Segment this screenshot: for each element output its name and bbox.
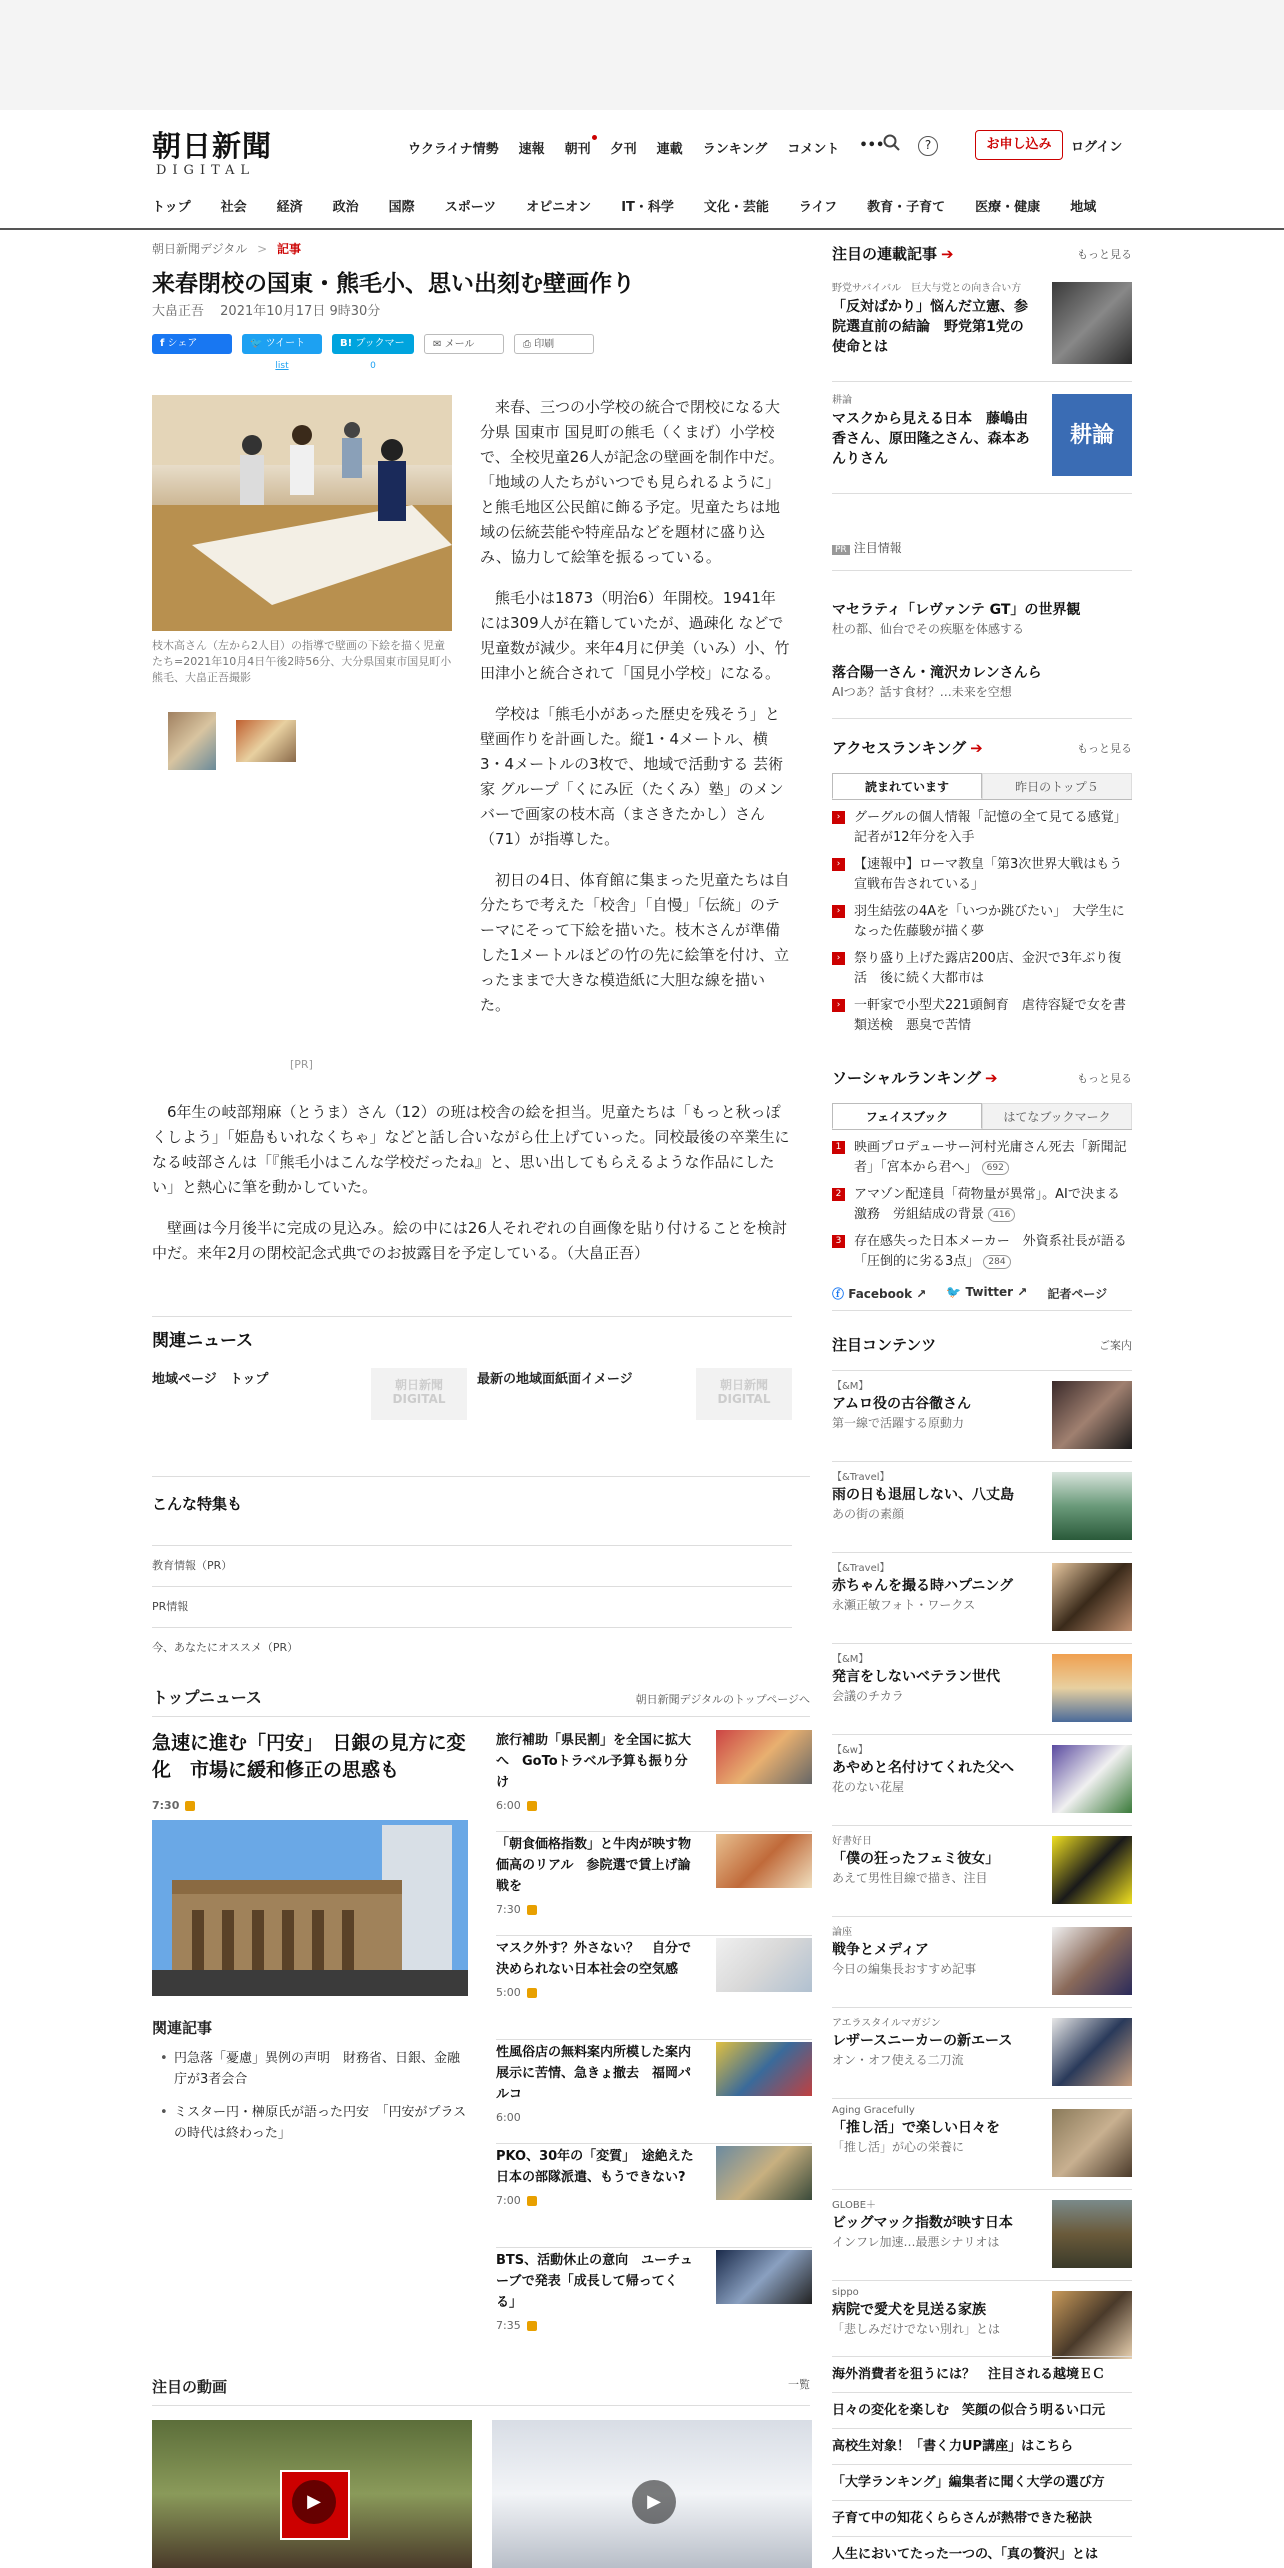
- login-link[interactable]: ログイン: [1071, 140, 1123, 155]
- cat-opinion[interactable]: オピニオン: [526, 200, 592, 215]
- serials-title: 注目の連載記事: [832, 245, 938, 263]
- breadcrumb: [152, 240, 301, 257]
- promo-link[interactable]: 高校生対象！「書く力UP講座」はこちら: [832, 2428, 1132, 2464]
- play-icon[interactable]: ▶: [292, 2480, 336, 2524]
- twitter-icon: 🐦: [946, 1285, 962, 1299]
- article-body-column: [480, 395, 790, 1034]
- tab-facebook[interactable]: フェイスブック: [832, 1103, 982, 1129]
- content-thumbnail: [1052, 2018, 1132, 2086]
- site-logo[interactable]: [152, 124, 282, 178]
- top-news-link[interactable]: 朝日新聞デジタルのトップページへ: [635, 1693, 810, 1706]
- cat-region[interactable]: 地域: [1070, 200, 1097, 215]
- mail-icon: ✉: [433, 339, 442, 350]
- pr-label: [PR]: [290, 1058, 313, 1071]
- contents-list: [832, 1370, 1132, 2371]
- cat-politics[interactable]: 政治: [332, 200, 359, 215]
- asahi-logo-placeholder: 朝日新聞 DIGITAL: [696, 1368, 792, 1420]
- author-name[interactable]: 大畠正吾: [152, 304, 205, 319]
- photo-caption: 枝木高さん（左から2人目）の指導で壁画の下絵を描く児童たち=2021年10月4日午後2時56分、大分県国東市国見町小熊毛、大畠正吾撮影: [152, 639, 452, 684]
- tab-hatena[interactable]: はてなブックマーク: [982, 1103, 1132, 1129]
- news-thumbnail: [716, 2042, 812, 2096]
- share-count-badge: 284: [983, 1255, 1010, 1269]
- cat-education[interactable]: 教育・子育て: [867, 200, 946, 215]
- lock-icon: [527, 1988, 537, 1998]
- nav-evening[interactable]: 夕刊: [610, 142, 637, 157]
- cat-sports[interactable]: スポーツ: [444, 200, 497, 215]
- hatena-bookmark-button[interactable]: B! ブックマーク 0: [332, 334, 414, 354]
- related-news-item[interactable]: 最新の地域面紙面イメージ 朝日新聞 DIGITAL: [477, 1368, 792, 1420]
- guide-link[interactable]: ご案内: [1099, 1338, 1132, 1352]
- news-thumbnail: [716, 2250, 812, 2304]
- divider: [152, 1316, 792, 1317]
- hatena-icon: B!: [340, 338, 353, 349]
- nav-morning[interactable]: 朝刊: [565, 138, 591, 157]
- serials-header: [832, 243, 1132, 264]
- news-thumbnail: [716, 1730, 812, 1784]
- nav-serials[interactable]: 連載: [656, 142, 683, 157]
- lock-icon: [527, 1905, 537, 1915]
- article-body-full: [152, 1100, 792, 1282]
- ranking-item[interactable]: › 祭り盛り上げた露店200店、金沢で3年ぶり復活 後に続く大都市は: [832, 949, 1132, 989]
- ranking-item[interactable]: › 【速報中】ローマ教皇「第3次世界大戦はもう宣戦布告されている」: [832, 855, 1132, 895]
- breadcrumb-current[interactable]: 記事: [277, 242, 302, 256]
- breadcrumb-home[interactable]: 朝日新聞デジタル: [152, 242, 248, 256]
- access-ranking-list: [832, 808, 1132, 1043]
- ranking-item[interactable]: 1 映画プロデューサー河村光庸さん死去「新聞記者」「宮本から君へ」 692: [832, 1138, 1132, 1178]
- rank-number: 3: [832, 1235, 845, 1248]
- content-item[interactable]: 【&Travel】 赤ちゃんを撮る時ハプニング 永瀬正敏フォト・ワークス: [832, 1552, 1132, 1643]
- feature-item[interactable]: 教育情報（PR）: [152, 1545, 792, 1586]
- facebook-share-button[interactable]: f シェア: [152, 334, 232, 354]
- related-article-link[interactable]: • ミスター円・榊原氏が語った円安 「円安がプラスの時代は終わった」: [160, 2102, 470, 2144]
- breadcrumb-separator: >: [257, 242, 268, 256]
- content-thumbnail: [1052, 2291, 1132, 2359]
- ranking-item[interactable]: › 羽生結弦の4Aを「いつか跳びたい」 大学生になった佐藤駿が描く夢: [832, 902, 1132, 942]
- cat-it-science[interactable]: IT・科学: [621, 200, 674, 215]
- promo-link[interactable]: 子育て中の知花くららさんが熱帯できた秘訣: [832, 2500, 1132, 2536]
- features-list: [152, 1545, 792, 1668]
- thumbnail-1[interactable]: [168, 712, 216, 770]
- social-ranking-header: [832, 1067, 1132, 1088]
- serial-thumbnail: [1052, 282, 1132, 364]
- divider: [832, 1310, 1132, 1311]
- cat-life[interactable]: ライフ: [798, 200, 838, 215]
- attention-info: PR 注目情報: [832, 539, 1132, 571]
- more-link[interactable]: もっと見る: [1077, 741, 1132, 755]
- paragraph: 壁画は今月後半に完成の見込み。絵の中には26人それぞれの自画像を貼り付けることを検討中だ。来年2月の閉校記念式典でのお披露目を予定している。（大畠正吾）: [152, 1219, 787, 1262]
- thumbnail-2[interactable]: [236, 720, 296, 762]
- content-item[interactable]: Aging Gracefully 「推し活」で楽しい日々を 「推し活」が心の栄養に: [832, 2098, 1132, 2189]
- content-thumbnail: [1052, 2200, 1132, 2268]
- content-thumbnail: [1052, 1472, 1132, 1540]
- cat-economy[interactable]: 経済: [276, 200, 303, 215]
- news-item[interactable]: 性風俗店の無料案内所模した案内展示に苦情、急きょ撤去 福岡パルコ 6:00: [496, 2040, 812, 2144]
- byline: [152, 300, 380, 319]
- news-item[interactable]: マスク外す？外さない？ 自分で決められない日本社会の空気感 5:00: [496, 1936, 812, 2040]
- lead-headline[interactable]: 急速に進む「円安」 日銀の見方に変化 市場に緩和修正の思惑も 7:30: [152, 1732, 466, 1812]
- print-button[interactable]: ⎙ 印刷: [514, 334, 594, 354]
- ranking-item[interactable]: 2 アマゾン配達員「荷物量が異常」。AIで決まる激務 労組結成の背景 416: [832, 1185, 1132, 1225]
- news-thumbnail: [716, 1938, 812, 1992]
- article-photo[interactable]: [152, 395, 452, 631]
- lock-icon: [185, 1801, 195, 1811]
- news-thumbnail: [716, 2146, 812, 2200]
- videos-title: 注目の動画: [152, 2378, 228, 2396]
- feature-item[interactable]: PR情報: [152, 1586, 792, 1627]
- share-bar: [152, 334, 594, 371]
- news-item[interactable]: BTS、活動休止の意向 ユーチューブで発表「成長して帰ってくる」 7:35: [496, 2248, 812, 2352]
- ranking-marker-icon: ›: [832, 952, 845, 965]
- ranking-marker-icon: ›: [832, 999, 845, 1012]
- news-item[interactable]: 旅行補助「県民割」を全国に拡大へ GoToトラベル予算も振り分け 6:00: [496, 1728, 812, 1832]
- ranking-item[interactable]: › 一軒家で小型犬221頭飼育 虐待容疑で女を書類送検 悪臭で苦情: [832, 996, 1132, 1036]
- content-thumbnail: [1052, 1745, 1132, 1813]
- content-item[interactable]: アエラスタイルマガジン レザースニーカーの新エース オン・オフ使える二刀流: [832, 2007, 1132, 2098]
- arrow-right-icon: ➔: [984, 1069, 998, 1087]
- paragraph: 熊毛小は1873（明治6）年開校。1941年には309人が在籍していたが、過疎化 などで児童数が減少。来年4月に伊美（いみ）小、竹田津小と統合されて「国見小学校」になる。: [480, 589, 790, 682]
- reporter-page-link[interactable]: 記者ページ: [1047, 1287, 1108, 1301]
- twitter-count[interactable]: list: [275, 361, 289, 371]
- arrow-right-icon: ➔: [970, 739, 983, 757]
- site-header: [0, 110, 1284, 230]
- logo-sub: DIGITAL: [156, 163, 256, 178]
- contents-header: [832, 1334, 1132, 1355]
- ranking-marker-icon: ›: [832, 905, 845, 918]
- kouron-logo: 耕論: [1052, 394, 1132, 476]
- related-articles-list: [160, 2048, 470, 2156]
- top-news-list: [496, 1728, 812, 2352]
- lock-icon: [527, 1801, 537, 1811]
- help-icon[interactable]: ?: [918, 136, 938, 156]
- video-thumbnail[interactable]: [492, 2420, 812, 2568]
- lead-time: 7:30: [152, 1799, 180, 1812]
- more-icon[interactable]: •••: [859, 138, 885, 153]
- more-link[interactable]: もっと見る: [1077, 1071, 1132, 1085]
- promo-link[interactable]: 海外消費者を狙うには？ 注目される越境ＥＣ: [832, 2356, 1132, 2392]
- content-item[interactable]: 【&w】 あやめと名付けてくれた父へ 花のない花屋: [832, 1734, 1132, 1825]
- features-title: こんな特集も: [152, 1495, 243, 1513]
- related-article-link[interactable]: • 円急落「憂慮」異例の声明 財務省、日銀、金融庁が3者会合: [160, 2048, 470, 2090]
- twitter-icon: 🐦: [250, 338, 263, 349]
- top-ad-space: [0, 0, 1284, 110]
- logo-main: 朝日新聞: [152, 129, 273, 163]
- tab-yesterday-top5[interactable]: 昨日のトップ５: [982, 773, 1132, 799]
- ranking-marker-icon: ›: [832, 858, 845, 871]
- content-item[interactable]: sippo 病院で愛犬を見送る家族 「悲しみだけでない別れ」とは: [832, 2280, 1132, 2371]
- printer-icon: ⎙: [523, 339, 531, 350]
- more-link[interactable]: もっと見る: [1077, 247, 1132, 261]
- contents-title: 注目コンテンツ: [832, 1336, 937, 1354]
- news-item[interactable]: PKO、30年の「変質」 途絶えた日本の部隊派遣、もうできない? 7:00: [496, 2144, 812, 2248]
- serial-item[interactable]: 野党サバイバル 巨大与党との向き合い方 「反対ばかり」悩んだ立憲、参院選直前の結論 野党第1党の使命とは: [832, 282, 1132, 382]
- access-ranking-header: [832, 737, 1132, 758]
- article-title: 来春閉校の国東・熊毛小、思い出刻む壁画作り: [152, 271, 635, 297]
- promo-link-list: [832, 2356, 1132, 2568]
- subscribe-button[interactable]: お申し込み: [975, 130, 1063, 160]
- facebook-icon: ⓕ: [832, 1287, 845, 1301]
- content-thumbnail: [1052, 1381, 1132, 1449]
- paragraph: 学校は「熊毛小があった歴史を残そう」と壁画作りを計画した。縦1・4メートル、横3・4メートルの3枚で、地域で活動する 芸術家 グループ「くにみ匠（たくみ）塾」のメンバーで画家の枝木高（まさきたかし）さん（71）が指導した。: [480, 705, 784, 848]
- cat-society[interactable]: 社会: [220, 200, 247, 215]
- related-news-item[interactable]: 地域ページ トップ 朝日新聞 DIGITAL: [152, 1368, 467, 1420]
- facebook-icon: f: [160, 338, 165, 349]
- promo-link[interactable]: 日々の変化を楽しむ 笑顔の似合う明るい口元: [832, 2392, 1132, 2428]
- social-ranking-tabs: [832, 1103, 1132, 1130]
- nav-comment[interactable]: コメント: [787, 142, 840, 157]
- content-item[interactable]: 好書好日 「僕の狂ったフェミ彼女」 あえて男性目線で描き、注目: [832, 1825, 1132, 1916]
- content-item[interactable]: 【&M】 アムロ役の古谷徹さん 第一線で活躍する原動力: [832, 1370, 1132, 1461]
- videos-list-link[interactable]: 一覧: [788, 2378, 810, 2391]
- paragraph: 6年生の岐部翔麻（とうま）さん（12）の班は校舎の絵を担当。児童たちは「もっと秋っぽくしよう」「姫島もいれなくちゃ」などと話し合いながら仕上げていった。同校最後の卒業生になる岐部さんは「『熊毛小はこんな学校だったね』と、思い出してもらえるような作品にしたい」と熱心に筆を動かしていた。: [152, 1103, 790, 1196]
- videos-header: [152, 2376, 810, 2406]
- arrow-right-icon: ➔: [941, 245, 954, 263]
- top-nav: [408, 138, 904, 157]
- header-icons: [880, 134, 938, 158]
- cat-medical[interactable]: 医療・健康: [975, 200, 1041, 215]
- article-date: 2021年10月17日 9時30分: [220, 304, 381, 319]
- cat-top[interactable]: トップ: [152, 200, 191, 215]
- video-thumbnail[interactable]: [152, 2420, 472, 2568]
- content-thumbnail: [1052, 2109, 1132, 2177]
- cat-culture[interactable]: 文化・芸能: [703, 200, 769, 215]
- nav-ranking[interactable]: ランキング: [702, 142, 768, 157]
- social-ranking-title: ソーシャルランキング: [832, 1069, 981, 1087]
- mail-button[interactable]: ✉ メール: [424, 334, 504, 354]
- ranking-marker-icon: ›: [832, 811, 845, 824]
- lock-icon: [527, 2196, 537, 2206]
- top-news-header: [152, 1685, 810, 1717]
- access-ranking-title: アクセスランキング: [832, 739, 967, 757]
- search-icon[interactable]: [880, 134, 904, 158]
- lead-photo[interactable]: [152, 1820, 468, 1996]
- rank-number: 1: [832, 1141, 845, 1154]
- twitter-link[interactable]: 🐦 Twitter ↗: [946, 1285, 1028, 1299]
- content-item[interactable]: 論座 戦争とメディア 今日の編集長おすすめ記事: [832, 1916, 1132, 2007]
- category-nav: [152, 196, 1096, 215]
- ranking-item[interactable]: 3 存在感失った日本メーカー 外資系社長が語る「圧倒的に劣る3点」 284: [832, 1232, 1132, 1272]
- promo-item[interactable]: マセラティ「レヴァンテ GT」の世界観 杜の都、仙台でその疾駆を体感する: [832, 602, 1081, 636]
- lock-icon: [527, 2321, 537, 2331]
- divider: [832, 718, 1132, 719]
- ranking-item[interactable]: › グーグルの個人情報「記憶の全て見てる感覚」 記者が12年分を入手: [832, 808, 1132, 848]
- content-thumbnail: [1052, 1654, 1132, 1722]
- paragraph: 初日の4日、体育館に集まった児童たちは自分たちで考えた「校舎」「自慢」「伝統」のテーマにそって下絵を描いた。枝木さんが準備した1メートルほどの竹の先に絵筆を付け、立ったままで大きな模造紙に大胆な線を描いた。: [480, 871, 790, 1014]
- share-count-badge: 692: [982, 1161, 1009, 1175]
- share-count-badge: 416: [988, 1208, 1015, 1222]
- content-thumbnail: [1052, 1927, 1132, 1995]
- access-ranking-tabs: [832, 773, 1132, 800]
- cat-international[interactable]: 国際: [388, 200, 415, 215]
- divider: [152, 1476, 810, 1477]
- news-thumbnail: [716, 1834, 812, 1888]
- social-ranking-list: [832, 1138, 1132, 1279]
- tab-most-read[interactable]: 読まれています: [832, 773, 982, 799]
- promo-link[interactable]: 「大学ランキング」編集者に聞く大学の選び方: [832, 2464, 1132, 2500]
- hatena-count: 0: [370, 361, 376, 371]
- content-item[interactable]: GLOBE＋ ビッグマック指数が映す日本 インフレ加速…最悪シナリオは: [832, 2189, 1132, 2280]
- asahi-logo-placeholder: 朝日新聞 DIGITAL: [371, 1368, 467, 1420]
- promo-item[interactable]: 落合陽一さん・滝沢カレンさんら AIつあ？話す食材？…未来を空想: [832, 665, 1042, 699]
- related-news-title: 関連ニュース: [152, 1331, 254, 1351]
- related-articles-title: 関連記事: [152, 2019, 213, 2037]
- twitter-share-button[interactable]: 🐦 ツイート list: [242, 334, 322, 354]
- paragraph: 来春、三つの小学校の統合で閉校になる大分県 国東市 国見町の熊毛（くまげ）小学校で、全校児童26人が記念の壁画を制作中だ。「地域の人たちがいつでも見られるように」と熊毛地区公民館に飾る予定。児童たちは地域の伝統芸能や特産品などを題材に盛り込み、協力して絵筆を振るっている。: [480, 398, 784, 566]
- content-item[interactable]: 【&M】 発言をしないベテラン世代 会議のチカラ: [832, 1643, 1132, 1734]
- photo-thumbnails: [168, 712, 296, 770]
- content-thumbnail: [1052, 1563, 1132, 1631]
- play-icon[interactable]: ▶: [632, 2480, 676, 2524]
- feature-item[interactable]: 今、あなたにオススメ（PR）: [152, 1627, 792, 1668]
- news-item[interactable]: 「朝食価格指数」と牛肉が映す物価高のリアル 参院選で賃上げ論戦を 7:30: [496, 1832, 812, 1936]
- rank-number: 2: [832, 1188, 845, 1201]
- serial-item[interactable]: 耕論 マスクから見える日本 藤嶋由香さん、原田隆之さん、森本あんりさん 耕論: [832, 394, 1132, 494]
- facebook-link[interactable]: ⓕ Facebook ↗: [832, 1287, 927, 1301]
- nav-ukraine[interactable]: ウクライナ情勢: [408, 142, 499, 157]
- top-news-title: トップニュース: [152, 1688, 262, 1707]
- promo-link[interactable]: 人生においてたった一つの、「真の贅沢」とは: [832, 2536, 1132, 2568]
- external-link-icon: ↗: [1017, 1285, 1028, 1299]
- external-link-icon: ↗: [916, 1287, 927, 1301]
- social-links: [832, 1285, 1107, 1302]
- related-news-row: [152, 1368, 792, 1420]
- content-thumbnail: [1052, 1836, 1132, 1904]
- nav-breaking[interactable]: 速報: [518, 142, 545, 157]
- content-item[interactable]: 【&Travel】 雨の日も退屈しない、八丈島 あの街の素顔: [832, 1461, 1132, 1552]
